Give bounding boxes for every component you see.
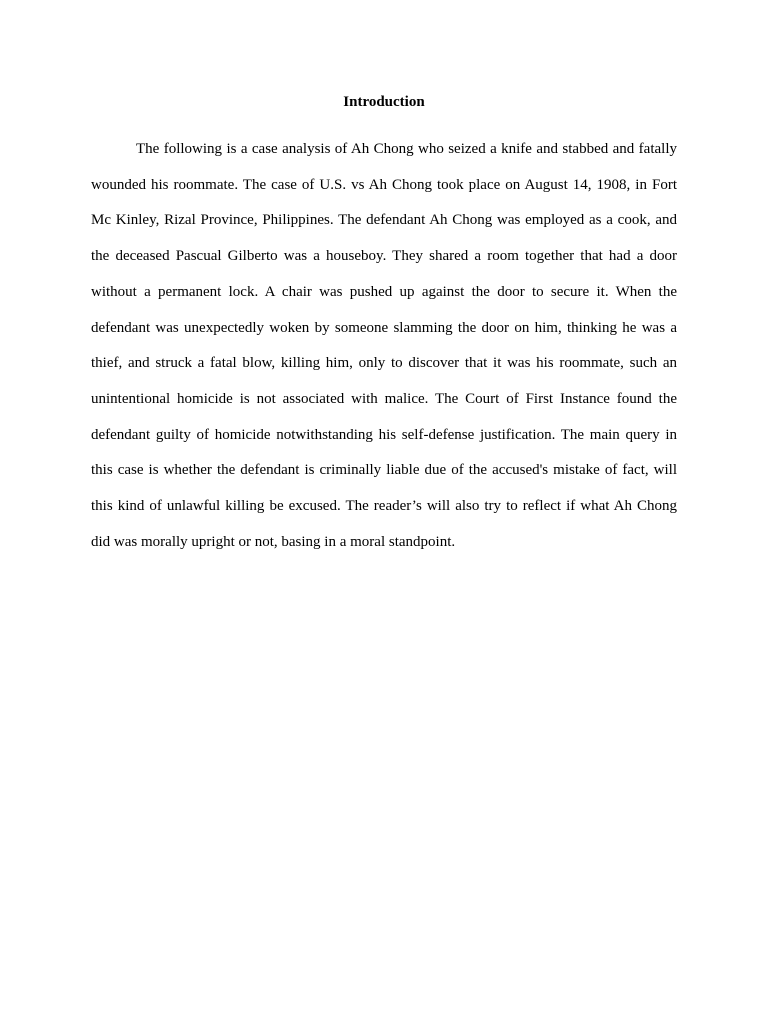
body-paragraph: The following is a case analysis of Ah Chong who seized a knife and stabbed and fatally wounded his roommate. The case of U.S. vs Ah Chong took place on August 14, 1908, in Fort Mc Kinley, Rizal Province, Philippines. The defendant Ah Chong was employed as a cook, and the deceased Pascual Gilberto was a houseboy. They shared a room together that had a door without a permanent lock. A chair was pushed up against the door to secure it. When the defendant was unexpectedly woken by someone slamming the door on him, thinking he was a thief, and struck a fatal blow, killing him, only to discover that it was his roommate, such an unintentional homicide is not associated with malice. The Court of First Instance found the defendant guilty of homicide notwithstanding his self-defense justification. The main query in this case is whether the defendant is criminally liable due of the accused's mistake of fact, will this kind of unlawful killing be excused. The reader’s will also try to reflect if what Ah Chong did was morally upright or not, basing in a moral standpoint. bbox=[91, 141, 677, 550]
section-heading: Introduction bbox=[343, 94, 425, 110]
